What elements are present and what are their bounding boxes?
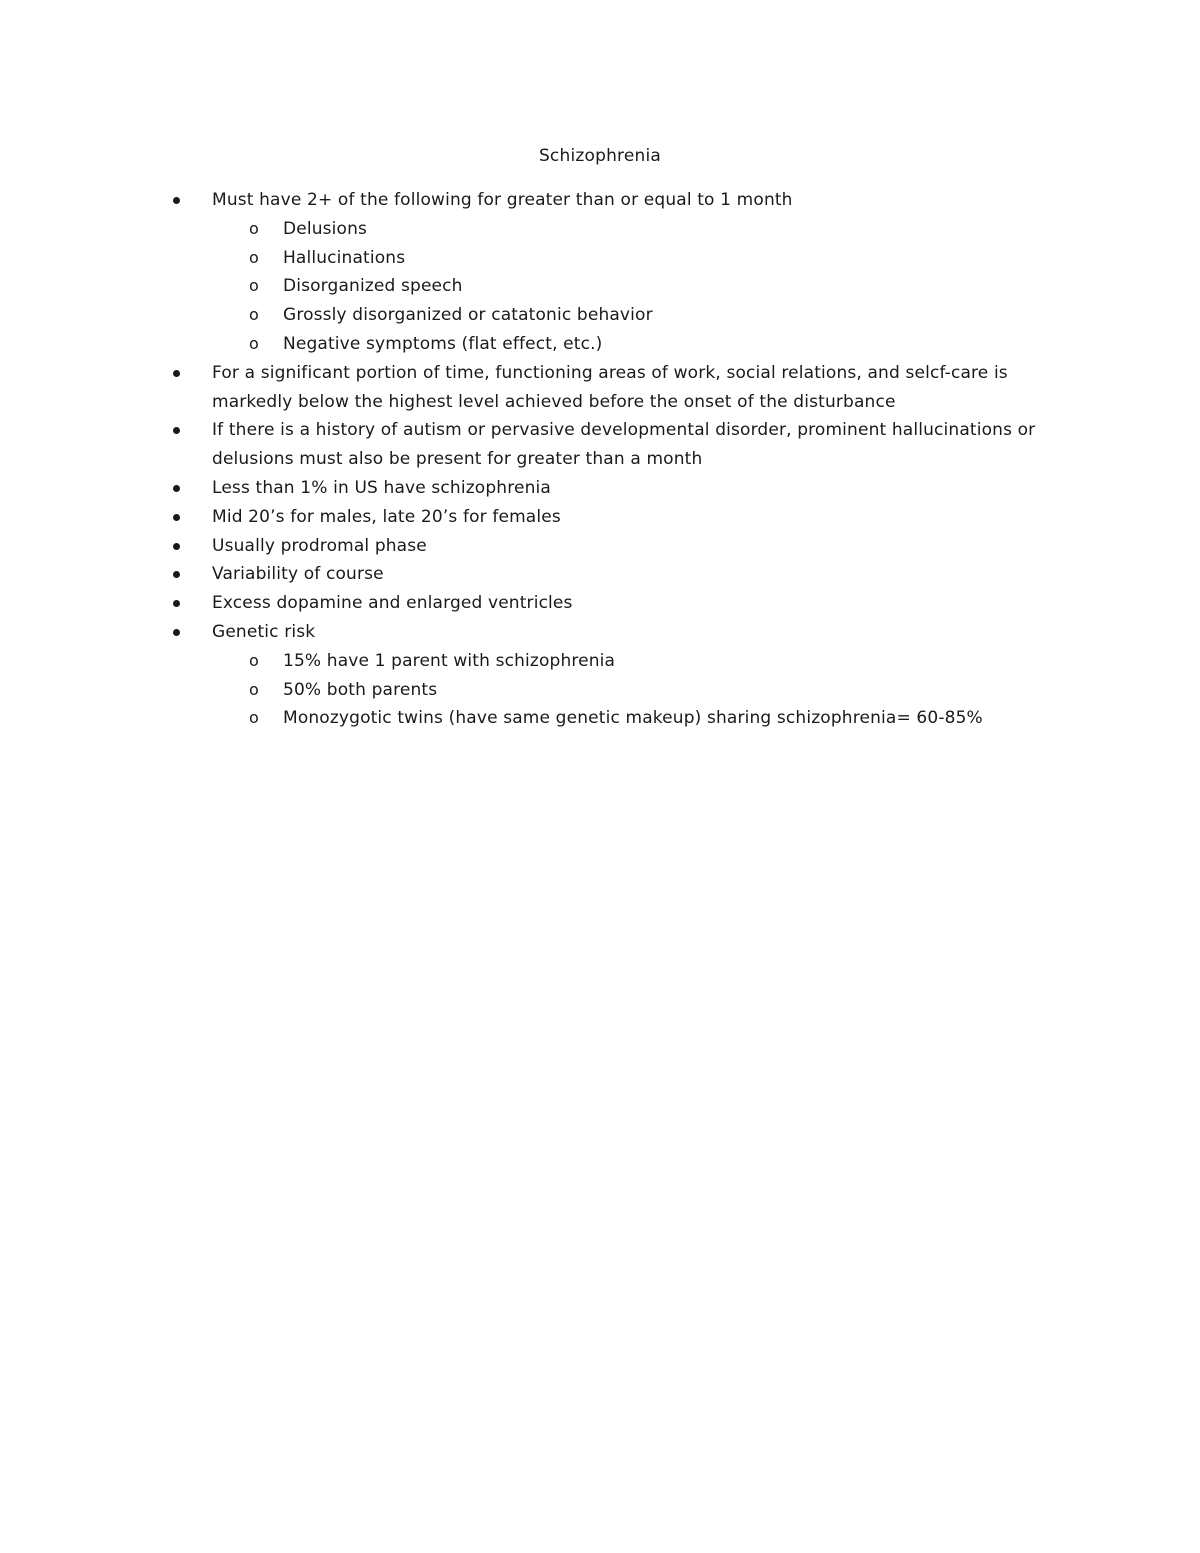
list-item	[0, 330, 1143, 359]
list-item	[0, 272, 1143, 301]
list-item	[0, 186, 1052, 215]
bullet-icon	[172, 186, 184, 215]
sub-bullet-icon: o	[249, 333, 259, 353]
bullet-icon	[172, 560, 184, 589]
list-item-text: For a significant portion of time, functioning areas of work, social relations, and selcf-care is markedly below the highest level achieved before the onset of the disturbance	[212, 362, 1008, 412]
bullet-icon	[172, 503, 184, 532]
list-item-text: If there is a history of autism or pervasive developmental disorder, prominent hallucinations or delusions must also be present for greater than a month	[212, 420, 1036, 470]
list-item	[0, 618, 1052, 647]
list-item-text: Mid 20’s for males, late 20’s for females	[212, 506, 561, 527]
sub-bullet-icon: o	[249, 247, 259, 267]
list-item-text: Variability of course	[212, 564, 384, 585]
list-item	[0, 215, 1143, 244]
document-title: Schizophrenia	[538, 146, 662, 166]
bullet-icon	[172, 589, 184, 618]
list-item-text: Monozygotic twins (have same genetic makeup) sharing schizophrenia= 60-85%	[283, 708, 983, 729]
list-item-text: Disorganized speech	[283, 276, 463, 297]
list-item-text: 15% have 1 parent with schizophrenia	[283, 650, 616, 671]
list-item	[0, 359, 1052, 417]
list-item-text: Grossly disorganized or catatonic behavior	[283, 305, 653, 326]
sub-bullet-icon: o	[249, 650, 259, 670]
list-item	[0, 532, 1052, 561]
list-item	[0, 244, 1143, 273]
list-item-text: Must have 2+ of the following for greater than or equal to 1 month	[212, 190, 793, 210]
list-item-text: Genetic risk	[212, 621, 316, 642]
list-item	[0, 503, 1052, 532]
bullet-icon	[172, 618, 184, 647]
list-item	[0, 416, 1052, 474]
list-item	[0, 676, 1143, 705]
list-item-text: Excess dopamine and enlarged ventricles	[212, 593, 573, 614]
list-item	[0, 589, 1052, 618]
sub-bullet-icon: o	[249, 218, 259, 238]
list-item	[0, 474, 1052, 503]
list-item-text: Delusions	[283, 218, 368, 239]
bullet-list	[0, 186, 1200, 733]
bullet-icon	[172, 474, 184, 503]
list-item	[0, 647, 1143, 676]
list-item-text: Negative symptoms (flat effect, etc.)	[283, 333, 603, 354]
sub-bullet-icon: o	[249, 305, 259, 325]
list-item-text: 50% both parents	[283, 679, 438, 700]
list-item-text: Usually prodromal phase	[212, 535, 427, 556]
list-item	[0, 704, 1143, 733]
bullet-icon	[172, 359, 184, 388]
list-item	[0, 301, 1143, 330]
bullet-icon	[172, 532, 184, 561]
list-item-text: Less than 1% in US have schizophrenia	[212, 477, 551, 498]
sub-bullet-icon: o	[249, 679, 259, 699]
sub-bullet-icon: o	[249, 708, 259, 728]
list-item	[0, 560, 1052, 589]
list-item-text: Hallucinations	[283, 247, 406, 268]
bullet-icon	[172, 416, 184, 445]
sub-bullet-icon: o	[249, 276, 259, 296]
